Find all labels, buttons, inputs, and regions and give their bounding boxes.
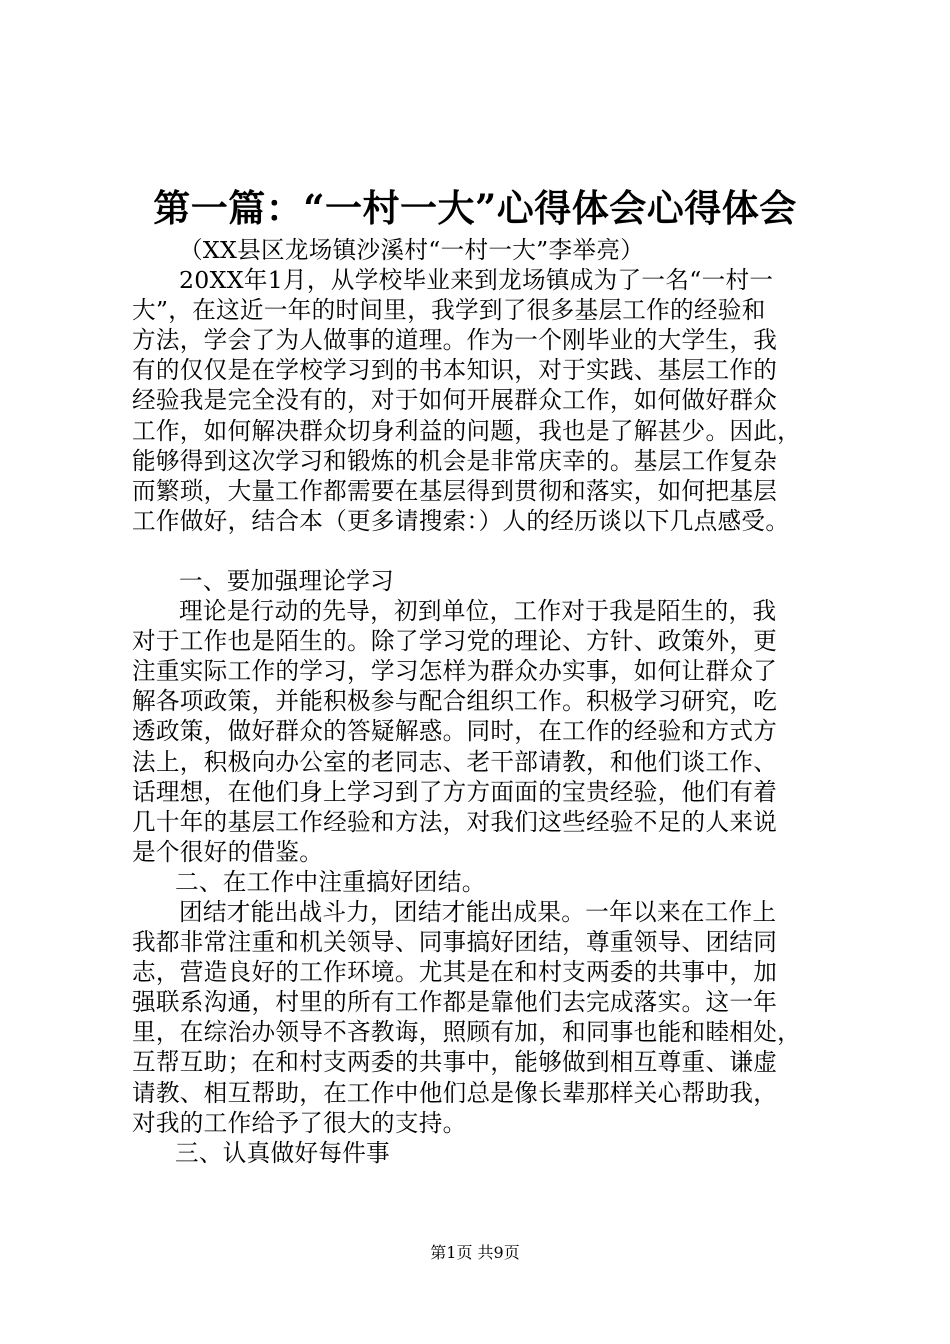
intro-line: 20XX年1月，从学校毕业来到龙场镇成为了一名“一村一 [179, 266, 774, 295]
section1-line: 解各项政策，并能积极参与配合组织工作。积极学习研究，吃 [132, 687, 778, 716]
section1-line: 法上，积极向办公室的老同志、老干部请教，和他们谈工作、 [132, 747, 778, 776]
section1-line: 话理想，在他们身上学习到了方方面面的宝贵经验，他们有着 [132, 777, 778, 806]
section2-line: 对我的工作给予了很大的支持。 [132, 1108, 467, 1137]
section1-line: 理论是行动的先导，初到单位，工作对于我是陌生的，我 [179, 597, 777, 626]
intro-line: 方法，学会了为人做事的道理。作为一个刚毕业的大学生，我 [132, 326, 778, 355]
intro-line: 工作，如何解决群众切身利益的问题，我也是了解甚少。因此， [132, 416, 802, 445]
page-footer: 第1页 共9页 [430, 1243, 520, 1262]
section1-line: 注重实际工作的学习，学习怎样为群众办实事，如何让群众了 [132, 657, 778, 686]
intro-line: 而繁琐，大量工作都需要在基层得到贯彻和落实，如何把基层 [132, 476, 778, 505]
intro-line: 大”，在这近一年的时间里，我学到了很多基层工作的经验和 [132, 296, 766, 325]
section2-line: 我都非常注重和机关领导、同事搞好团结，尊重领导、团结同 [132, 928, 778, 957]
section2-line: 里，在综治办领导不吝教诲，照顾有加，和同事也能和睦相处， [132, 1018, 802, 1047]
document-title: 第一篇：“一村一大”心得体会心得体会 [153, 186, 797, 230]
section1-line: 是个很好的借鉴。 [132, 837, 324, 866]
section2-line: 请教、相互帮助，在工作中他们总是像长辈那样关心帮助我， [132, 1078, 778, 1107]
section-heading: 三、认真做好每件事 [175, 1138, 391, 1167]
intro-line: 能够得到这次学习和锻炼的机会是非常庆幸的。基层工作复杂 [132, 446, 778, 475]
paragraph-gap [132, 536, 852, 566]
section2-line: 强联系沟通，村里的所有工作都是靠他们去完成落实。这一年 [132, 988, 778, 1017]
section-heading: 二、在工作中注重搞好团结。 [175, 867, 486, 896]
intro-line: 经验我是完全没有的，对于如何开展群众工作，如何做好群众 [132, 386, 778, 415]
section2-line: 团结才能出战斗力，团结才能出成果。一年以来在工作上 [179, 897, 777, 926]
section2-line: 志，营造良好的工作环境。尤其是在和村支两委的共事中，加 [132, 958, 778, 987]
section-heading: 一、要加强理论学习 [179, 566, 395, 595]
byline: （XX县区龙场镇沙溪村“一村一大”李举亮） [179, 236, 645, 264]
intro-line: 工作做好，结合本（更多请搜索：）人的经历谈以下几点感受。 [132, 506, 790, 535]
section1-line: 对于工作也是陌生的。除了学习党的理论、方针、政策外，更 [132, 627, 778, 656]
document-body [132, 235, 852, 1168]
section2-line: 互帮互助；在和村支两委的共事中，能够做到相互尊重、谦虚 [132, 1048, 778, 1077]
intro-line: 有的仅仅是在学校学习到的书本知识，对于实践、基层工作的 [132, 356, 778, 385]
section1-line: 透政策，做好群众的答疑解惑。同时，在工作的经验和方式方 [132, 717, 778, 746]
section1-line: 几十年的基层工作经验和方法，对我们这些经验不足的人来说 [132, 807, 778, 836]
